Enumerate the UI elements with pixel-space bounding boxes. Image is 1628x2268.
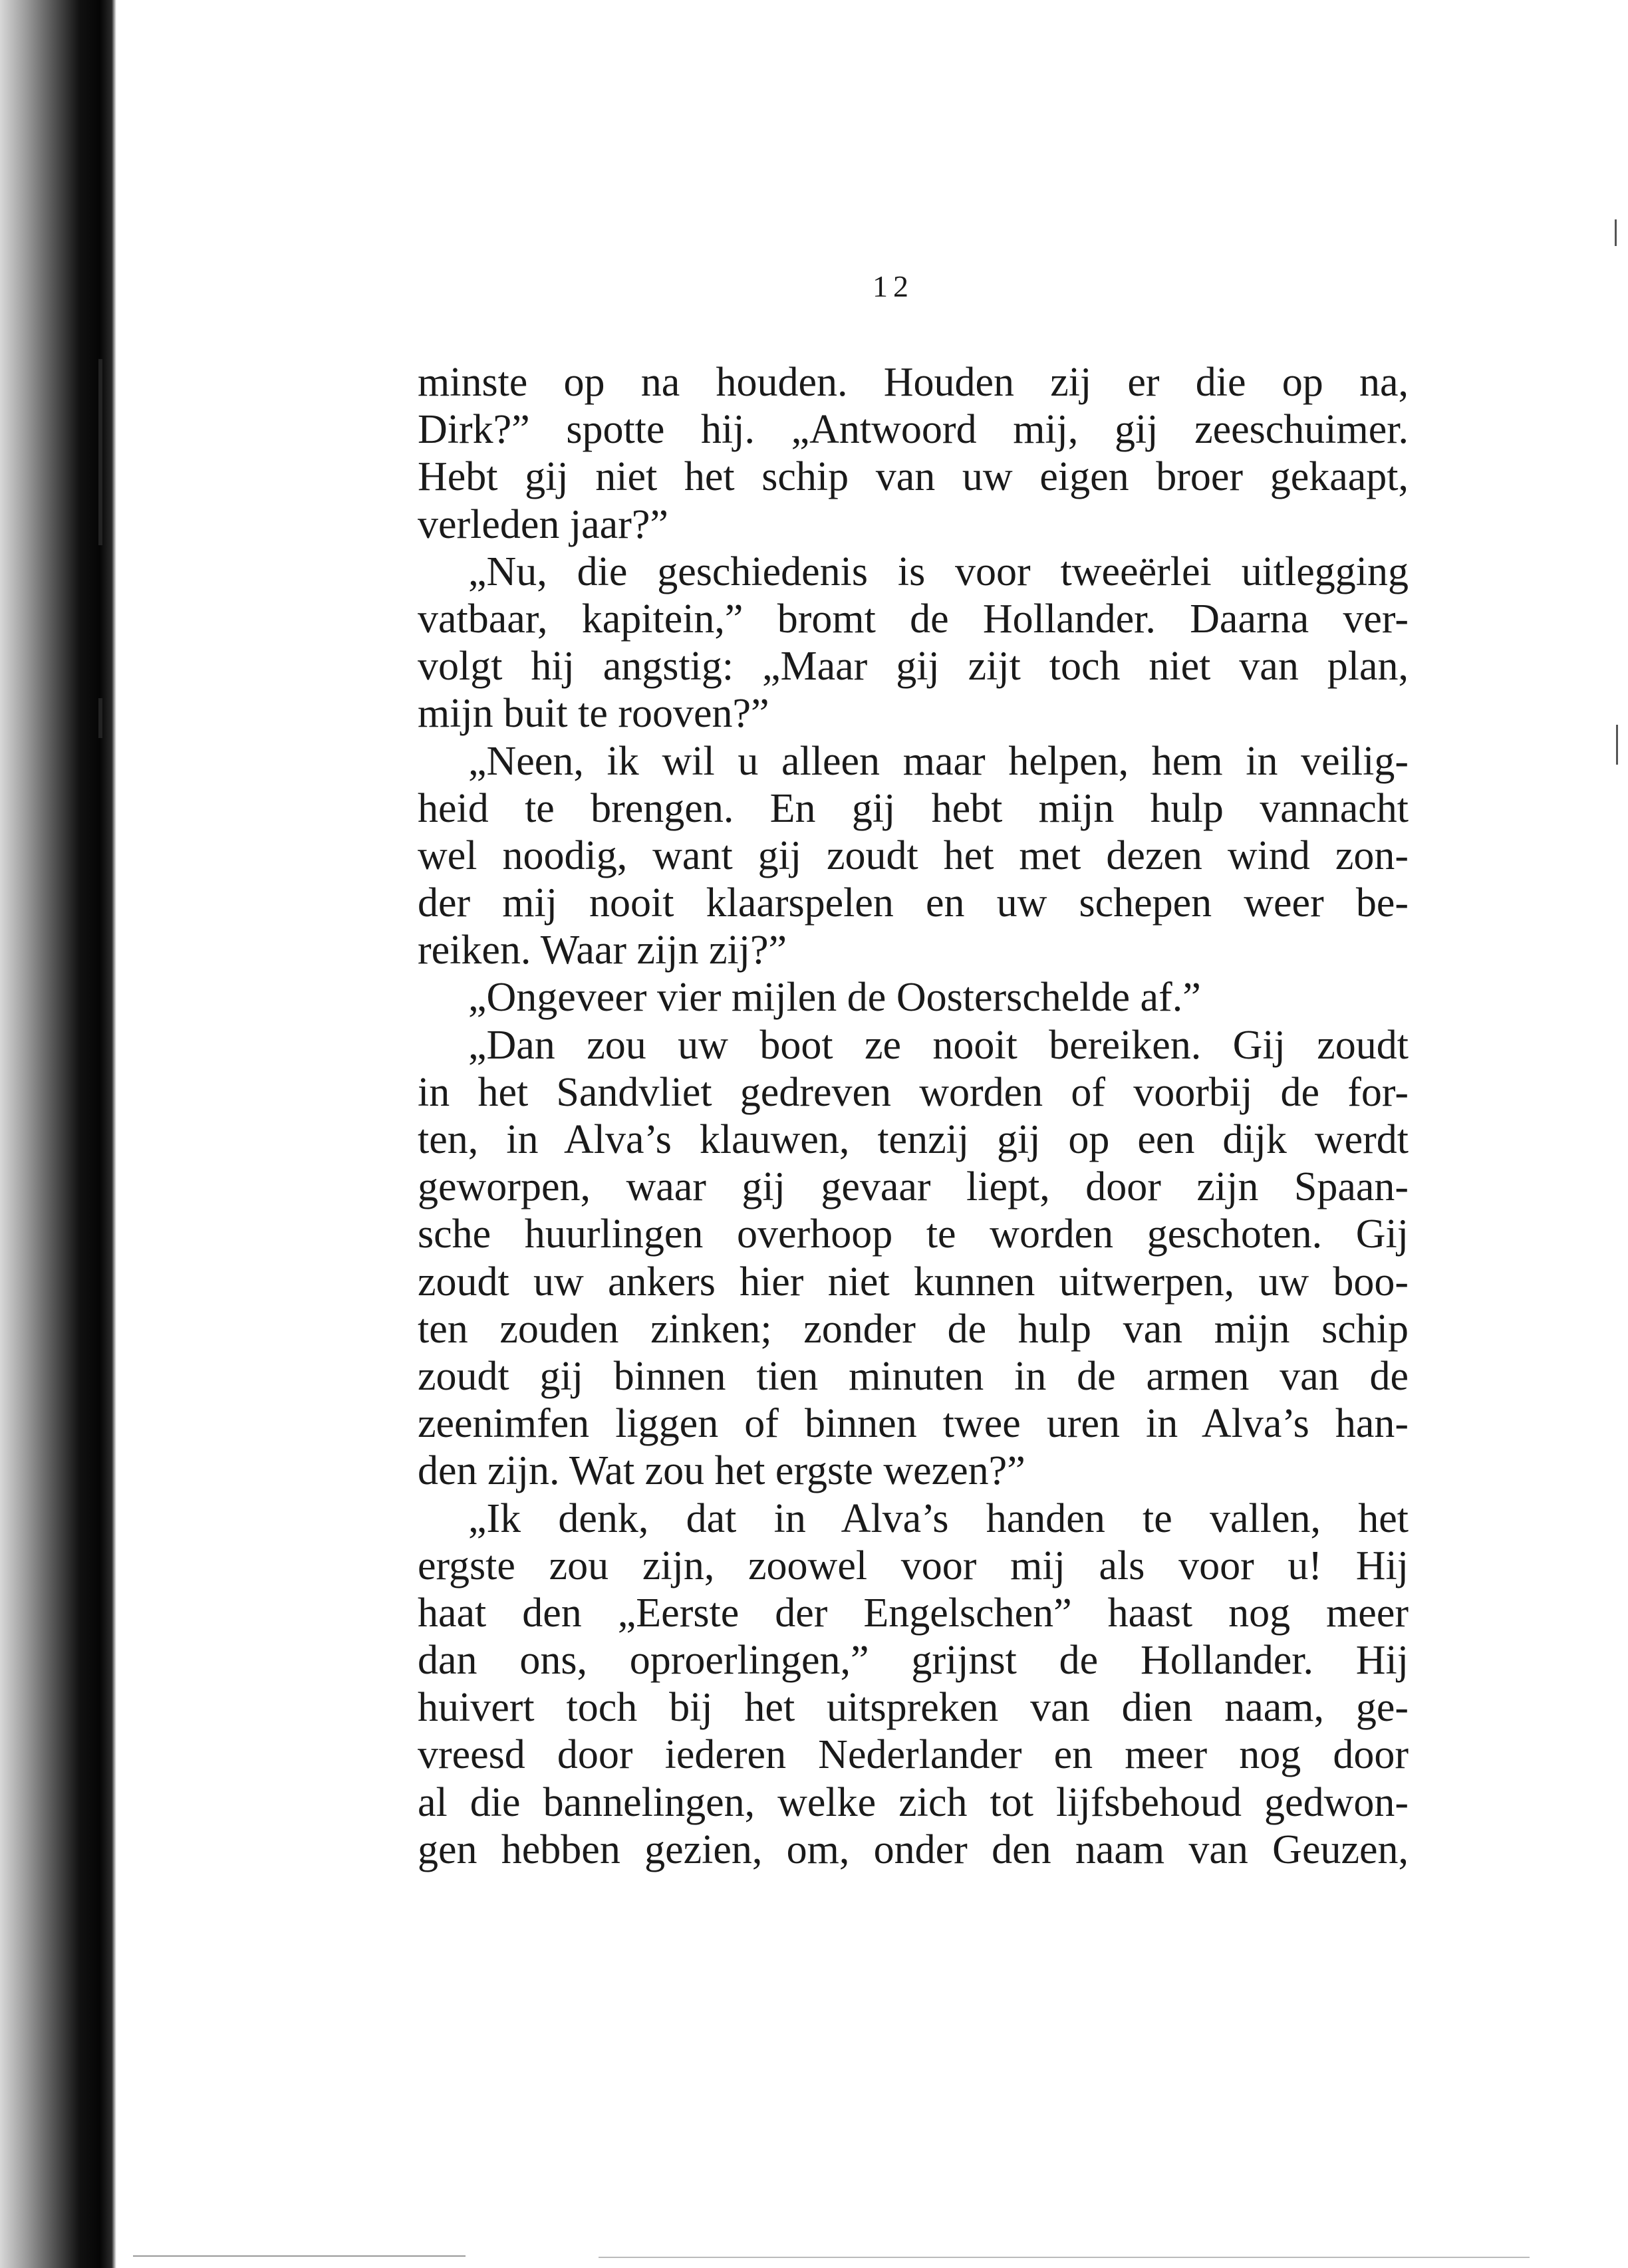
text-line: Hebt gij niet het schip van uw eigen broer gekaapt,: [418, 454, 1409, 500]
text-line: gen hebben gezien, om, onder den naam van Geuzen,: [418, 1827, 1409, 1872]
text-line: zeenimfen liggen of binnen twee uren in Alva’s han-: [418, 1401, 1409, 1447]
text-line: der mij nooit klaarspelen en uw schepen weer be-: [418, 880, 1409, 926]
text-line: geworpen, waar gij gevaar liept, door zijn Spaan-: [418, 1164, 1409, 1210]
text-line: ten, in Alva’s klauwen, tenzij gij op een dijk werdt: [418, 1117, 1409, 1162]
text-line: in het Sandvliet gedreven worden of voorbij de for-: [418, 1069, 1409, 1115]
scan-speck: [1616, 725, 1618, 765]
text-line: dan ons, oproerlingen,” grijnst de Hollander. Hij: [418, 1638, 1409, 1684]
text-line: „Neen, ik wil u alleen maar helpen, hem in veilig-: [468, 738, 1409, 784]
text-line: ten zouden zinken; zonder de hulp van mijn schip: [418, 1306, 1409, 1352]
text-line: al die bannelingen, welke zich tot lijfsbehoud gedwon-: [418, 1779, 1409, 1825]
text-line: „Ik denk, dat in Alva’s handen te vallen, het: [468, 1495, 1409, 1541]
body-text: [418, 359, 1409, 1874]
text-line: reiken. Waar zijn zij?”: [418, 928, 787, 973]
text-line: huivert toch bij het uitspreken van dien naam, ge-: [418, 1685, 1409, 1731]
text-line: minste op na houden. Houden zij er die op na,: [418, 360, 1409, 405]
text-line: sche huurlingen overhoop te worden geschoten. Gij: [418, 1211, 1409, 1257]
text-line: Dirk?” spotte hij. „Antwoord mij, gij zeeschuimer.: [418, 407, 1409, 453]
spine-mark: [98, 359, 102, 545]
text-line: ergste zou zijn, zoowel voor mij als voor u! Hij: [418, 1543, 1409, 1588]
scan-speck: [133, 2255, 466, 2257]
text-line: mijn buit te rooven?”: [418, 691, 769, 737]
text-line: wel noodig, want gij zoudt het met dezen wind zon-: [418, 832, 1409, 878]
scan-speck: [1615, 219, 1617, 246]
text-line: verleden jaar?”: [418, 501, 668, 547]
page-number: 12: [873, 269, 914, 303]
text-line: haat den „Eerste der Engelschen” haast nog meer: [418, 1590, 1409, 1636]
scan-speck: [599, 2257, 1530, 2258]
text-line: vatbaar, kapitein,” bromt de Hollander. Daarna ver-: [418, 596, 1409, 642]
text-line: zoudt gij binnen tien minuten in de armen van de: [418, 1353, 1409, 1399]
book-spine-shadow: [0, 0, 116, 2268]
text-line: vreesd door iederen Nederlander en meer nog door: [418, 1732, 1409, 1778]
text-line: zoudt uw ankers hier niet kunnen uitwerpen, uw boo-: [418, 1259, 1409, 1305]
text-line: heid te brengen. En gij hebt mijn hulp vannacht: [418, 785, 1409, 831]
text-line: „Nu, die geschiedenis is voor tweeërlei uitlegging: [468, 549, 1409, 594]
text-line: volgt hij angstig: „Maar gij zijt toch niet van plan,: [418, 644, 1409, 690]
spine-mark: [98, 698, 102, 738]
text-line: den zijn. Wat zou het ergste wezen?”: [418, 1448, 1025, 1494]
text-line: „Dan zou uw boot ze nooit bereiken. Gij zoudt: [468, 1022, 1409, 1068]
text-line: „Ongeveer vier mijlen de Oosterschelde af.”: [468, 975, 1201, 1021]
